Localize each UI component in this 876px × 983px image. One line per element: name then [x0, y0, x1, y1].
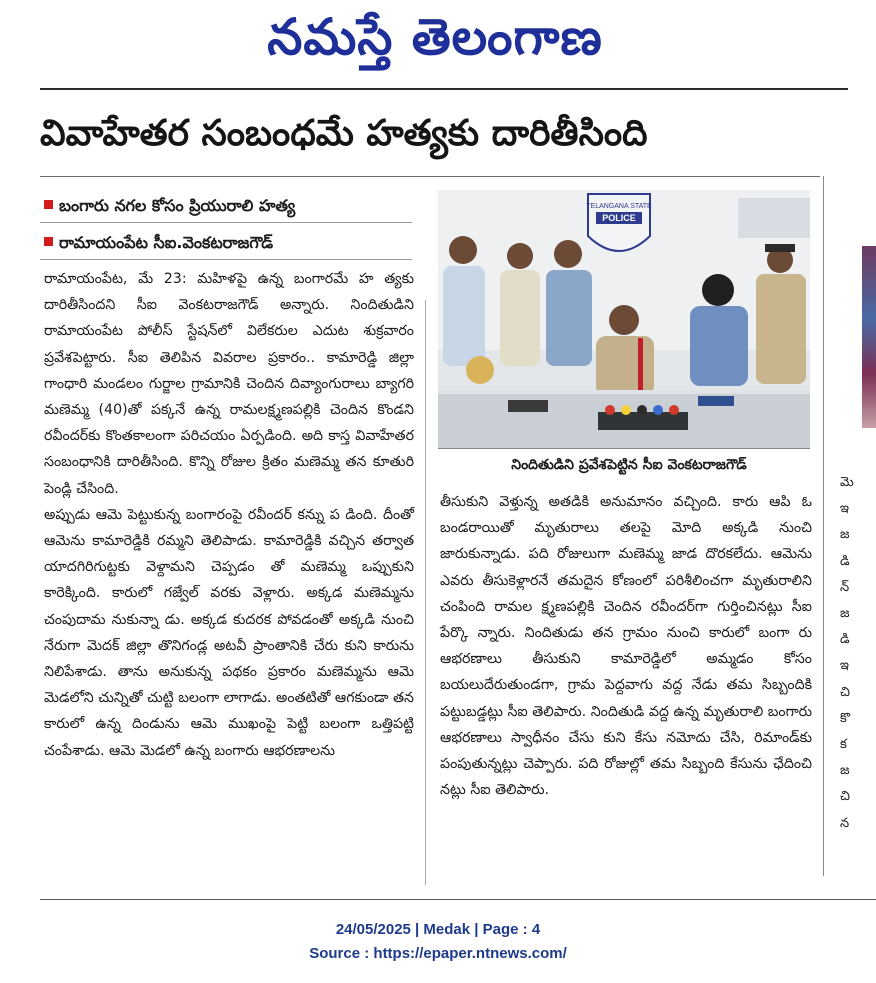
newspaper-masthead: నమస్తే తెలంగాణ — [267, 8, 603, 66]
police-badge — [586, 194, 652, 251]
adjacent-article-edge — [840, 470, 876, 890]
badge-text-police: POLICE — [602, 213, 636, 223]
cropped-text: క — [840, 737, 847, 753]
article-column-right — [440, 489, 812, 803]
subheading-1 — [44, 194, 295, 218]
headline-rule — [40, 176, 820, 177]
paragraph: రామాయంపేట, మే 23: మహిళపై ఉన్న బంగారమే హ త్యకు దారితీసిందని సీఐ వెంకటరాజగౌడ్ అన్నారు. నిందితుడిని రామాయంపేట పోలీస్ స్టేషన్‌లో విలేకరుల ఎదుట శుక్రవారం ప్రవేశపెట్టారు. సీఐ తెలిపిన వివరాల ప్రకారం.. కామారెడ్డి జిల్లా గాంధారి మండలం గుర్జాల గ్రామానికి చెందిన దివ్యాంగురాలు బ్యాగరి మణెమ్మ (40)తో పక్కనే ఉన్న రామలక్ష్మణపల్లికి చెందిన కొండని రవీందర్‌కు కొంతకాలంగా పరిచయం ఏర్పడింది. అది కాస్త వివాహేతర సంబంధానికి దారితీసింది. కొన్ని రోజుల క్రితం మణెమ్మ తన కూతురి పెండ్లి చేసింది. — [44, 271, 414, 497]
page-bottom-rule — [40, 899, 876, 900]
paragraph: తీసుకుని వెళ్తున్న అతడికి అనుమానం వచ్చింది. కారు ఆపి ఓ బండరాయితో మృతురాలు తలపై మోది అక్కడి నుంచి జారుకున్నాడు. పది రోజులుగా మణెమ్మ జాడ దొరకలేదు. ఆమెను ఎవరు తీసుకెళ్లారనే తమదైన కోణంలో పరిశీలించగా మృతురాలిని చంపింది రామల క్ష్మణపల్లికి చెందిన రవీందర్‌గా గుర్తించినట్లు సీఐ పేర్కొ న్నారు. నిందితుడు తన గ్రామం నుంచి కారులో బంగా రు ఆభరణాలు తీసుకుని కామారెడ్డిలో అమ్మడం కోసం బయలుదేరుతుండగా, గ్రామ పెద్దవాగు వద్ద నేడు తమ సిబ్బందికి పట్టుబడ్డట్లు సీఐ తెలిపారు. నిందితుడి వద్ద ఉన్న మృతురాలి బంగారు ఆభరణాలు స్వాధీనం చేసు కుని కేసు నమోదు చేసి, రిమాండ్‌కు పంపుతున్నట్లు చెప్పారు. పది రోజుల్లో తమ సిబ్బంది కేసును ఛేదించి నట్లు సీఐ తెలిపారు. — [440, 494, 812, 799]
column-divider — [425, 300, 426, 885]
article-headline: వివాహేతర సంబంధమే హత్యకు దారితీసింది — [40, 113, 648, 154]
edition-info: 24/05/2025 | Medak | Page : 4 — [335, 921, 541, 938]
cropped-text: మె — [840, 475, 854, 490]
source-link[interactable]: Source : https://epaper.ntnews.com/ — [309, 945, 567, 962]
cropped-text: చి — [840, 684, 850, 700]
red-bullet-icon — [44, 237, 53, 246]
cropped-text: డి — [840, 553, 850, 569]
cropped-text: జ — [840, 763, 850, 779]
cropped-text: ఇ — [840, 658, 849, 674]
subheading-1-text: బంగారు నగల కోసం ప్రియురాలి హత్య — [59, 196, 296, 215]
paragraph: అప్పుడు ఆమె పెట్టుకున్న బంగారంపై రవీందర్ కన్ను ప డింది. దీంతో ఆమెను కామారెడ్డికి రమ్మని తెలిపాడు. కామారెడ్డికి వచ్చిన తర్వాత యాదగిరిగుట్టకు వెళ్దామని చెప్పడం తో మణెమ్మ ఒప్పుకుని కారెక్కింది. కారులో గజ్వేల్ వరకు వెళ్లారు. అక్కడ మణెమ్మను చంపుదామ నుకున్నా డు. అక్కడ కుదరక పోవడంతో అక్కడి నుంచి నేరుగా మెదక్ జిల్లా తొనిగండ్ల అటవీ ప్రాంతానికి చేరు కుని కారును నిలిపేశాడు. తాను అనుకున్న పథకం ప్రకారం మణెమ్మను ఆమె మెడలోని చున్నితో చుట్టి బలంగా లాగాడు. అంతటితో ఆగకుండా తన కారులో ఉన్న దిండును ఆమె ముఖంపై పెట్టి బలంగా ఒత్తిపట్టి చంపేశాడు. ఆమె మెడలో ఉన్న బంగారు ఆభరణాలను — [44, 506, 415, 759]
article-column-left — [44, 266, 414, 764]
cropped-text: న్ — [840, 579, 850, 595]
subheading-2 — [44, 231, 273, 255]
news-photo — [438, 190, 810, 449]
subheading-2-text: రామాయంపేట సీఐ.వెంకటరాజగౌడ్ — [59, 233, 274, 252]
cropped-text: జ — [840, 527, 850, 543]
badge-text-top: TELANGANA STATE — [586, 203, 652, 210]
subheading-divider — [40, 259, 412, 260]
press-meet-photo — [438, 190, 810, 448]
subheading-divider — [40, 222, 412, 223]
photo-caption: నిందితుడిని ప్రవేశపెట్టిన సీఐ వెంకటరాజగౌడ్ — [511, 457, 747, 473]
red-bullet-icon — [44, 200, 53, 209]
column-divider — [823, 176, 824, 876]
adjacent-article-photo-edge — [862, 246, 876, 428]
cropped-text: డి — [840, 632, 850, 648]
cropped-text: న — [840, 815, 850, 831]
cropped-text: జ — [840, 606, 850, 622]
cropped-text: కొ — [840, 710, 851, 726]
cropped-text: చి — [840, 789, 850, 805]
masthead-rule — [40, 88, 848, 90]
cropped-text: ఇ — [840, 501, 849, 517]
